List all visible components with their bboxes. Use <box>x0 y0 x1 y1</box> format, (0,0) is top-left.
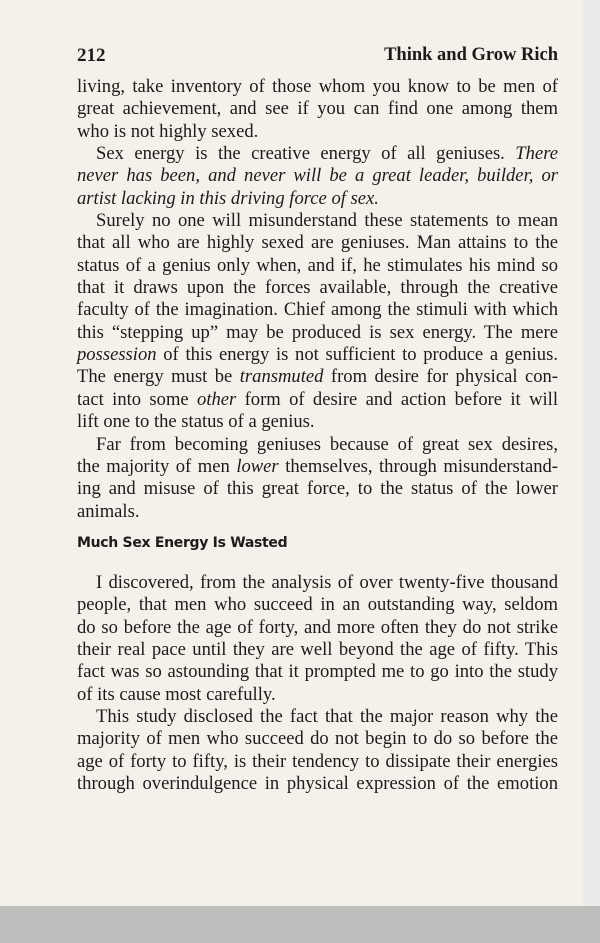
text-span: ing and misuse of this great force, to the status of the lower <box>77 478 558 500</box>
text-span: people, that men who succeed in an outstanding way, seldom <box>77 594 558 616</box>
text-span: age of forty to fifty, is their tendency to dissipate their energies <box>77 750 558 772</box>
text-span: Surely no one will misunderstand these statements to mean <box>96 210 558 232</box>
italic-text: never has been, and never will be a great leader, builder, or <box>77 165 558 187</box>
body-text-section-1 <box>77 76 558 523</box>
text-span: this “stepping up” may be produced is sex energy. The mere <box>77 321 558 343</box>
text-line <box>77 456 558 478</box>
text-line <box>77 299 558 321</box>
text-span: through overindulgence in physical expression of the emotion <box>77 773 558 795</box>
text-span: great achievement, and see if you can find one among them <box>77 98 558 120</box>
text-span: do so before the age of forty, and more often they do not strike <box>77 616 558 638</box>
text-span: of its cause most carefully. <box>77 683 276 705</box>
text-line <box>77 411 558 433</box>
text-span: tact into some <box>77 388 198 410</box>
text-span: their real pace until they are well beyond the age of fifty. This <box>77 639 558 661</box>
italic-text: lower <box>236 455 279 477</box>
text-line <box>77 684 558 706</box>
running-title: Think and Grow Rich <box>384 45 558 65</box>
text-span: This study disclosed the fact that the major reason why the <box>96 706 558 728</box>
text-span: who is not highly sexed. <box>77 120 259 142</box>
text-span: that all who are highly sexed are geniuses. Man attains to the <box>77 232 558 254</box>
text-line <box>77 639 558 661</box>
text-span: form of desire and action before it will <box>236 388 558 410</box>
text-span: that it draws upon the forces available, through the creative <box>77 277 558 299</box>
paragraph <box>77 76 558 143</box>
text-span: lift one to the status of a genius. <box>77 411 315 433</box>
text-line <box>77 322 558 344</box>
text-span: themselves, through misunderstand- <box>278 455 558 477</box>
text-line <box>77 255 558 277</box>
text-line <box>77 706 558 728</box>
paragraph <box>77 706 558 795</box>
page-number: 212 <box>77 45 106 66</box>
text-line <box>77 751 558 773</box>
text-line <box>77 277 558 299</box>
text-line <box>77 344 558 366</box>
paragraph <box>77 434 558 523</box>
text-line <box>77 143 558 165</box>
text-line <box>77 232 558 254</box>
text-line <box>77 728 558 750</box>
text-span: status of a genius only when, and if, he stimulates his mind so <box>77 254 558 276</box>
text-line <box>77 617 558 639</box>
italic-text: There <box>515 143 558 165</box>
text-span: living, take inventory of those whom you know to be men of <box>77 76 558 97</box>
paragraph <box>77 210 558 433</box>
text-line <box>77 165 558 187</box>
text-span: from desire for physical con- <box>323 366 558 388</box>
text-line <box>77 188 558 210</box>
italic-text: transmuted <box>239 366 324 388</box>
text-span: The energy must be <box>77 366 240 388</box>
italic-text: possession <box>77 344 157 366</box>
text-line <box>77 121 558 143</box>
body-text-section-2 <box>77 572 558 795</box>
text-line <box>77 210 558 232</box>
text-span: animals. <box>77 500 140 522</box>
text-line <box>77 366 558 388</box>
text-line <box>77 76 558 98</box>
text-line <box>77 594 558 616</box>
page-edge <box>583 0 600 906</box>
text-line <box>77 501 558 523</box>
text-line <box>77 389 558 411</box>
paragraph <box>77 143 558 210</box>
text-span: majority of men who succeed do not begin to do so before the <box>77 728 558 750</box>
text-line <box>77 572 558 594</box>
text-span: I discovered, from the analysis of over twenty-five thousand <box>96 572 558 593</box>
text-line <box>77 478 558 500</box>
italic-text: other <box>197 388 237 410</box>
text-span: Sex energy is the creative energy of all geniuses. <box>96 143 516 165</box>
text-line <box>77 434 558 456</box>
italic-text: artist lacking in this driving force of sex. <box>77 187 379 209</box>
text-line <box>77 98 558 120</box>
scan-background <box>0 906 600 943</box>
text-span: fact was so astounding that it prompted me to go into the study <box>77 661 558 683</box>
text-span: faculty of the imagination. Chief among the stimuli with which <box>77 299 558 321</box>
text-line <box>77 773 558 795</box>
text-span: of this energy is not sufficient to produce a genius. <box>156 344 558 366</box>
text-span: Far from becoming geniuses because of great sex desires, <box>96 433 558 455</box>
text-line <box>77 661 558 683</box>
section-heading: Much Sex Energy Is Wasted <box>77 535 288 551</box>
text-span: the majority of men <box>77 455 237 477</box>
paragraph <box>77 572 558 706</box>
